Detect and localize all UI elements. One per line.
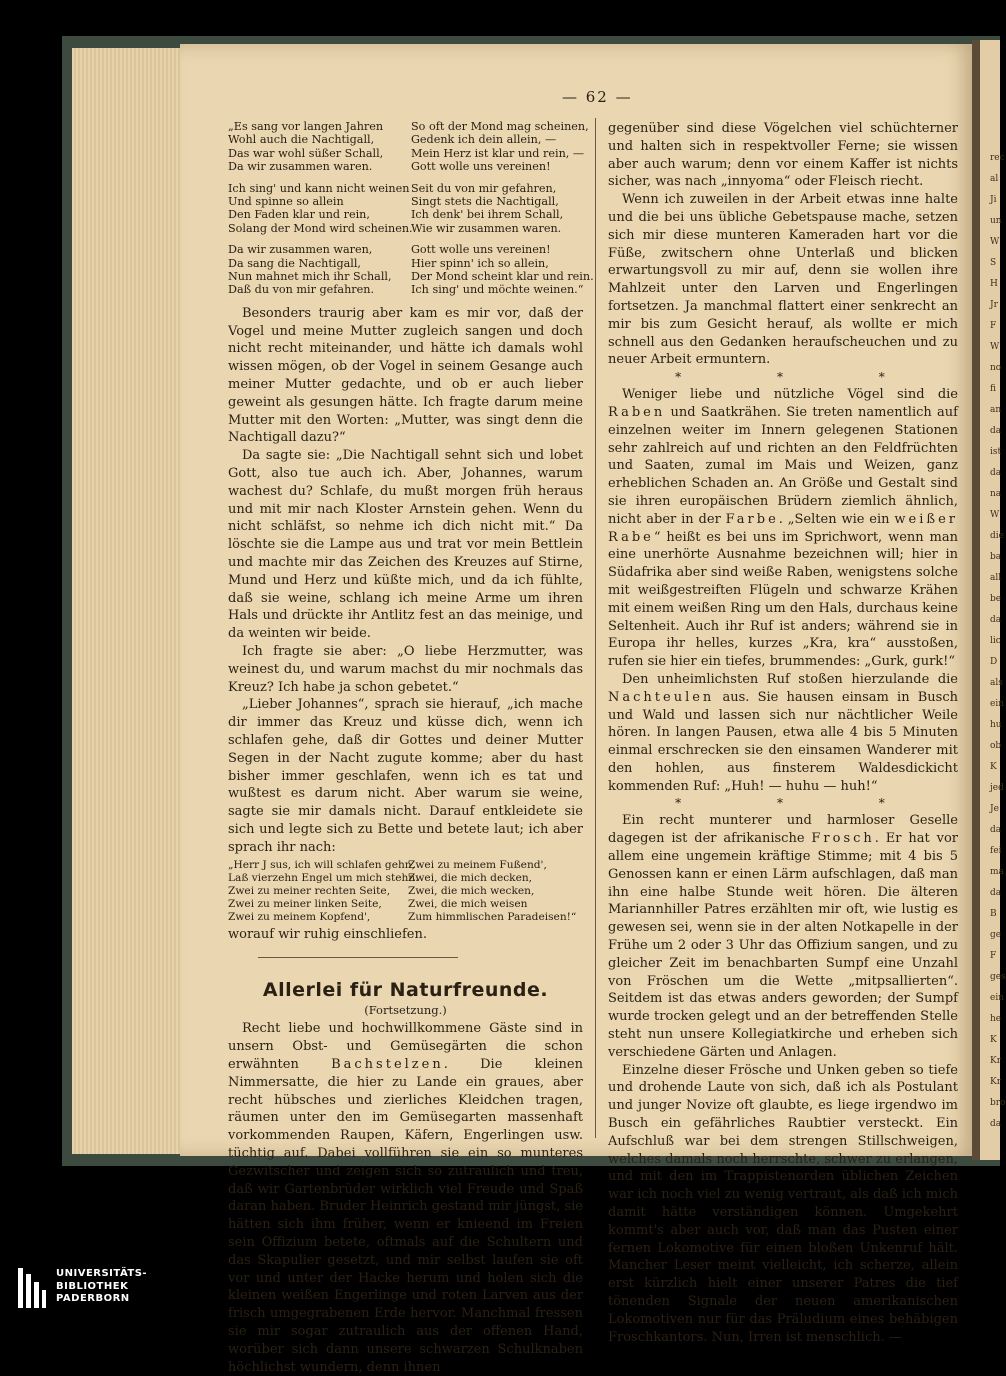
facing-page-text: B [990,909,997,919]
poem-line: Der Mond scheint klar und rein. [411,270,594,284]
section-divider [258,957,458,958]
book-gutter [972,40,980,1160]
facing-page-text: da [990,468,1002,478]
paragraph: gegenüber sind diese Vögelchen viel schüchterner und halten sich in respektvoller Ferne; sie wissen aber auch warum; denn vor einem Kaffer ist nichts sicher, was nach „innyoma“ oder Fleisch riecht. [608,121,958,190]
poem-line: Nun mahnet mich ihr Schall, [228,270,392,284]
facing-page-text: fei [990,846,1002,856]
right-column [608,120,958,1346]
poem-line: Da sang die Nachtigall, [228,256,361,270]
poem-line: Singt stets die Nachtigall, [411,195,559,209]
facing-page-text: Kr [990,1077,1002,1087]
poem-line: Ich denk' bei ihrem Schall, [411,208,564,222]
facing-page-text: jed [990,783,1004,793]
facing-page-text: all [990,573,1002,583]
facing-page-text: D [990,657,998,667]
facing-page-text: lic [990,636,1001,646]
facing-page-text: an [990,405,1002,415]
facing-page-text: K [990,762,997,772]
paragraph: Wenn ich zuweilen in der Arbeit etwas inne halte und die bei uns übliche Gebetspause mache, setzen sich mir diese munteren Kameraden hart vor die Füße, zwitschern ohne Unterlaß und blicken erwartungsvoll zu mir auf, denn sie wollen ihre Mahlzeit unter den Larven und Engerlingen fortsetzen. Ja manchmal flattert einer senkrecht an mir bis zum Gesicht herauf, als wollte er mich schnell aus den Gedanken heraufscheuchen und zu neuer Arbeit ermuntern. [608,192,958,368]
prayer-rhyme [228,859,583,924]
poem-line: Den Faden klar und rein, [228,208,370,222]
paragraph: Einzelne dieser Frösche und Unken geben so tiefe und drohende Laute von sich, daß ich als Postulant und junger Novize oft glaubte, es liege irgendwo im Busch ein gefährliches Raubtier versteckt. Ein Aufschluß war bei dem strengen Stillschweigen, welches damals noch herrschte, schwer zu erlangen, und mit den im Trappistenorden üblichen Zeichen war ich noch viel zu wenig vertraut, als daß ich mich damit hätte verständigen können. Umgekehrt kommt's aber auch vor, daß man das Pusten einer fernen Lokomotive für einen bloßen Unkenruf hält. Mancher Leser meint vielleicht, ich scherze, allein erst kürzlich hielt einer unserer Patres die tief tönenden Signale der neuen amerikanischen Lokomotiven nur für das Präludium eines behäbigen Froschkantors. Nun, Irren ist menschlich. — [608,1062,958,1345]
paragraph: Besonders traurig aber kam es mir vor, daß der Vogel und meine Mutter zugleich sangen und doch nicht recht miteinander, und hätte ich damals wohl wissen mögen, ob der Vogel in seinem Gesange auch meiner Mutter gedachte, und ob er auch lieber geweint als gesungen hätte. Ich fragte darum meine Mutter mit den Worten: „Mutter, was singt denn die Nachtigall dazu?“ [228,305,583,446]
rhyme-line: Zwei, die mich wecken, [408,884,535,897]
facing-page-text: be [990,594,1002,604]
section-subtitle: (Fortsetzung.) [364,1003,447,1018]
facing-page-text: W [990,237,1000,247]
rhyme-line: Zwei zu meinem Kopfend', [228,910,371,923]
logo-line: PADERBORN [56,1293,130,1304]
facing-page-text: ein [990,699,1005,709]
rhyme-line: Zwei, die mich decken, [408,871,533,884]
poem-line [228,235,400,243]
rhyme-line: „Herr J sus, ich will schlafen gehn, [228,858,415,871]
facing-page-text: als [990,678,1003,688]
facing-page-text: da [990,615,1002,625]
facing-page-text: bro [990,1098,1006,1108]
poem-line [411,235,583,243]
poem-line: Gott wolle uns vereinen! [411,243,551,257]
poem-line: Wie wir zusammen waren. [411,221,562,235]
poem-line: Mein Herz ist klar und rein, — [411,146,585,160]
facing-page-text: F [990,321,997,331]
paragraph: Recht liebe und hochwillkommene Gäste sind in unsern Obst- und Gemüsegärten die schon erwähnten Bachstelzen. Die kleinen Nimmersatte, die hier zu Lande ein graues, aber recht hübsches und zierliches Kleidchen tragen, räumen unter den im Gemüsegarten massenhaft vorkommenden Raupen, Käfern, Engerlingen usw. tüchtig auf. Dabei vollführen sie ein so munteres Gezwitscher und zeigen sich so zutraulich und treu, daß wir Gartenbrüder wirklich viel Freude und Spaß daran haben. Bruder Heinrich gestand mir jüngst, sie hätten sich ihm früher, wenn er knieend im Freien sein Offizium betete, oftmals auf die Schultern und das Skapulier gesetzt, und mir selbst laufen sie oft vor und unter der Hacke herum und holen sich die kleinen weißen Engerlinge und roten Larven aus der frisch umgegrabenen Erde hervor. Manchmal fressen sie mir sogar zutraulich aus der offenen Hand, worüber sich dann unsere schwarzen Schulknaben höchlichst wundern, denn ihnen [228,1021,583,1375]
facing-page-text: al [990,174,999,184]
poem-line [411,174,583,182]
paragraph: Da sagte sie: „Die Nachtigall sehnt sich und lobet Gott, also tue auch ich. Aber, Johannes, warum wachest du? Schlafe, du mußt morgen früh heraus und mit mir nach Kloster Arnstein gehen. Wenn du nicht schläfst, so nehme ich dich nicht mit.“ Da löschte sie die Lampe aus und trat vor mein Bettlein und machte mir das Zeichen des Kreuzes auf Stirne, Mund und Herz und küßte mich, und da ich fühlte, daß sie weine, schlang ich meine Arme um ihren Hals und drückte ihr Antlitz fest an das meinige, und da weinten wir beide. [228,448,583,642]
logo-line: UNIVERSITÄTS- [56,1268,148,1279]
poem-line: Solang der Mond wird scheinen. [228,221,413,235]
section-break: * * * [675,796,931,811]
rhyme-line: Zwei zu meiner rechten Seite, [228,884,391,897]
poem-line: Gedenk ich dein allein, — [411,133,557,147]
poem-right-stanzas [411,120,594,297]
facing-page-text: ein [990,993,1005,1003]
library-logo-icon [18,1268,46,1308]
facing-page-text: ba [990,552,1002,562]
rhyme-right [408,859,583,924]
facing-page-text: na [990,489,1002,499]
poem-line: Daß du von mir gefahren. [228,283,375,297]
paragraph: Ich fragte sie aber: „O liebe Herzmutter, was weinest du, und warum machst du mir nochmals das Kreuz? Ich habe ja schon gebetet.“ [228,644,583,695]
poem-left-stanzas [228,120,413,297]
rhyme-left [228,858,419,924]
facing-page-fragment [980,40,1006,1160]
library-logo [18,1268,147,1308]
facing-page-text: ge [990,930,1002,940]
facing-page-text: ob [990,741,1002,751]
facing-page-text: die [990,531,1004,541]
facing-page-text: S [990,258,997,268]
facing-page-text: ges [990,972,1006,982]
poem-line: Und spinne so allein [228,195,344,209]
facing-page-text: un [990,216,1002,226]
rhyme-line: Zwei zu meiner linken Seite, [228,897,382,910]
poem-line: So oft der Mond mag scheinen, [411,120,589,133]
poem-line: Da wir zusammen waren. [228,160,373,174]
poem-line: Da wir zusammen waren, [228,243,373,257]
left-column [228,120,594,1376]
rhyme-line: Zwei, die mich weisen [408,897,528,910]
facing-page-text: da [990,426,1002,436]
poem-line: „Es sang vor langen Jahren [228,120,384,133]
facing-page-text: W [990,510,1000,520]
poem-line: Ich sing' und möchte weinen.“ [411,283,584,297]
facing-page-text: rec [990,153,1005,163]
facing-page-text: da [990,888,1002,898]
page-number: — 62 — [562,88,633,106]
paragraph: worauf wir ruhig einschliefen. [228,926,428,942]
facing-page-text: ma [990,867,1004,877]
poem-line: Ich sing' und kann nicht weinen [228,181,410,195]
rhyme-line: Laß vierzehn Engel um mich stehn: [228,871,419,884]
facing-page-text: K [990,1035,997,1045]
section-title: Allerlei für Naturfreunde. [262,979,549,1002]
poem-line: Wohl auch die Nachtigall, [228,133,375,147]
rhyme-line: Zum himmlischen Paradeisen!“ [408,910,577,923]
facing-page-text: da [990,825,1002,835]
facing-page-text: hu [990,720,1002,730]
rhyme-line: Zwei zu meinem Fußend', [408,858,547,871]
paragraph: Ein recht munterer und harmloser Geselle dagegen ist der afrikanische Frosch. Er hat vor allem eine ungemein kräftige Stimme; mit 4 bis 5 Genossen kann er einen Lärm aufschlagen, daß man ihn eine halbe Stunde weit hören. Die älteren Mariannhiller Patres erzählten mir oft, wie lustig es gewesen sei, wenn sie in der alten Notkapelle in der Frühe um 2 oder 3 Uhr das Offizium sangen, und zu gleicher Zeit im benachbarten Sumpf eine Unzahl von Fröschen um die Wette „mitpsallierten“. Seitdem ist das etwas anders geworden; der Sumpf wurde trocken gelegt und an der betreffenden Stelle steht nun unsere Kollegiatkirche und erheben sich verschiedene Gärten und Anlagen. [608,813,958,1060]
facing-page-text: H [990,279,998,289]
facing-page-text: Je [990,804,999,814]
facing-page-text: da [990,1119,1002,1129]
page-edges [72,48,182,1154]
facing-page-text: W [990,342,1000,352]
paragraph: Weniger liebe und nützliche Vögel sind die Raben und Saatkrähen. Sie treten namentlich auf einzelnen weiter im Innern gelegenen Stationen sehr zahlreich auf und richten an den Feldfrüchten und Saaten, zumal im Mais und Weizen, ganz erheblichen Schaden an. An Größe und Gestalt sind sie ihren europäischen Brüdern ziemlich ähnlich, nicht aber in der Farbe. „Selten wie ein weißer Rabe“ heißt es bei uns im Sprichwort, wenn man eine unerhörte Ausnahme bezeichnen will; hier in Südafrika aber sind weiße Raben, wenigstens solche mit weißgestreiften Flügeln und schwarze Krähen mit einem weißen Ring um den Hals, durchaus keine Seltenheit. Auch ihr Ruf ist anders; während sie in Europa ihr helles, kurzes „Kra, kra“ ausstoßen, rufen sie hier ein tiefes, brummendes: „Gurk, gurk!“ [608,387,958,670]
facing-page-text: Jr [990,300,998,310]
facing-page-text: he [990,1014,1002,1024]
facing-page-text: Ji [990,195,997,205]
song-poem [228,120,594,297]
poem-line: Seit du von mir gefahren, [411,181,557,195]
section-break: * * * [675,370,931,385]
facing-page-text: no [990,363,1002,373]
poem-line: Gott wolle uns vereinen! [411,160,551,174]
paragraph: „Lieber Johannes“, sprach sie hierauf, „ich mache dir immer das Kreuz und küsse dich, wenn ich schlafen gehe, daß dir Gottes und deiner Mutter Segen in der Nacht zugute komme; aber du hast bisher immer geschlafen, wenn ich es tat und wußtest es darum nicht. Aber warum sie weine, sagte sie mir damals nicht. Darauf entkleidete sie sich und legte sich zu Bette und betete laut; ich aber sprach ihr nach: [228,697,583,855]
logo-line: BIBLIOTHEK [56,1280,129,1292]
poem-line: Das war wohl süßer Schall, [228,146,384,160]
poem-line [228,174,400,182]
facing-page-text: Kr [990,1056,1002,1066]
facing-page-text: fi [990,384,997,394]
column-divider [595,118,596,1138]
poem-line: Hier spinn' ich so allein, [411,256,549,270]
facing-page-text: ist [990,447,1002,457]
paragraph: Den unheimlichsten Ruf stoßen hierzulande die Nachteulen aus. Sie hausen einsam in Busch und Wald und lassen sich nur nächtlicher Weile hören. In langen Pausen, etwa alle 4 bis 5 Minuten einmal erschrecken sie den einsamen Wanderer mit den hohlen, aus finsterem Waldesdickicht kommenden Ruf: „Huh! — huhu — huh!“ [608,671,958,794]
facing-page-text: F [990,951,997,961]
